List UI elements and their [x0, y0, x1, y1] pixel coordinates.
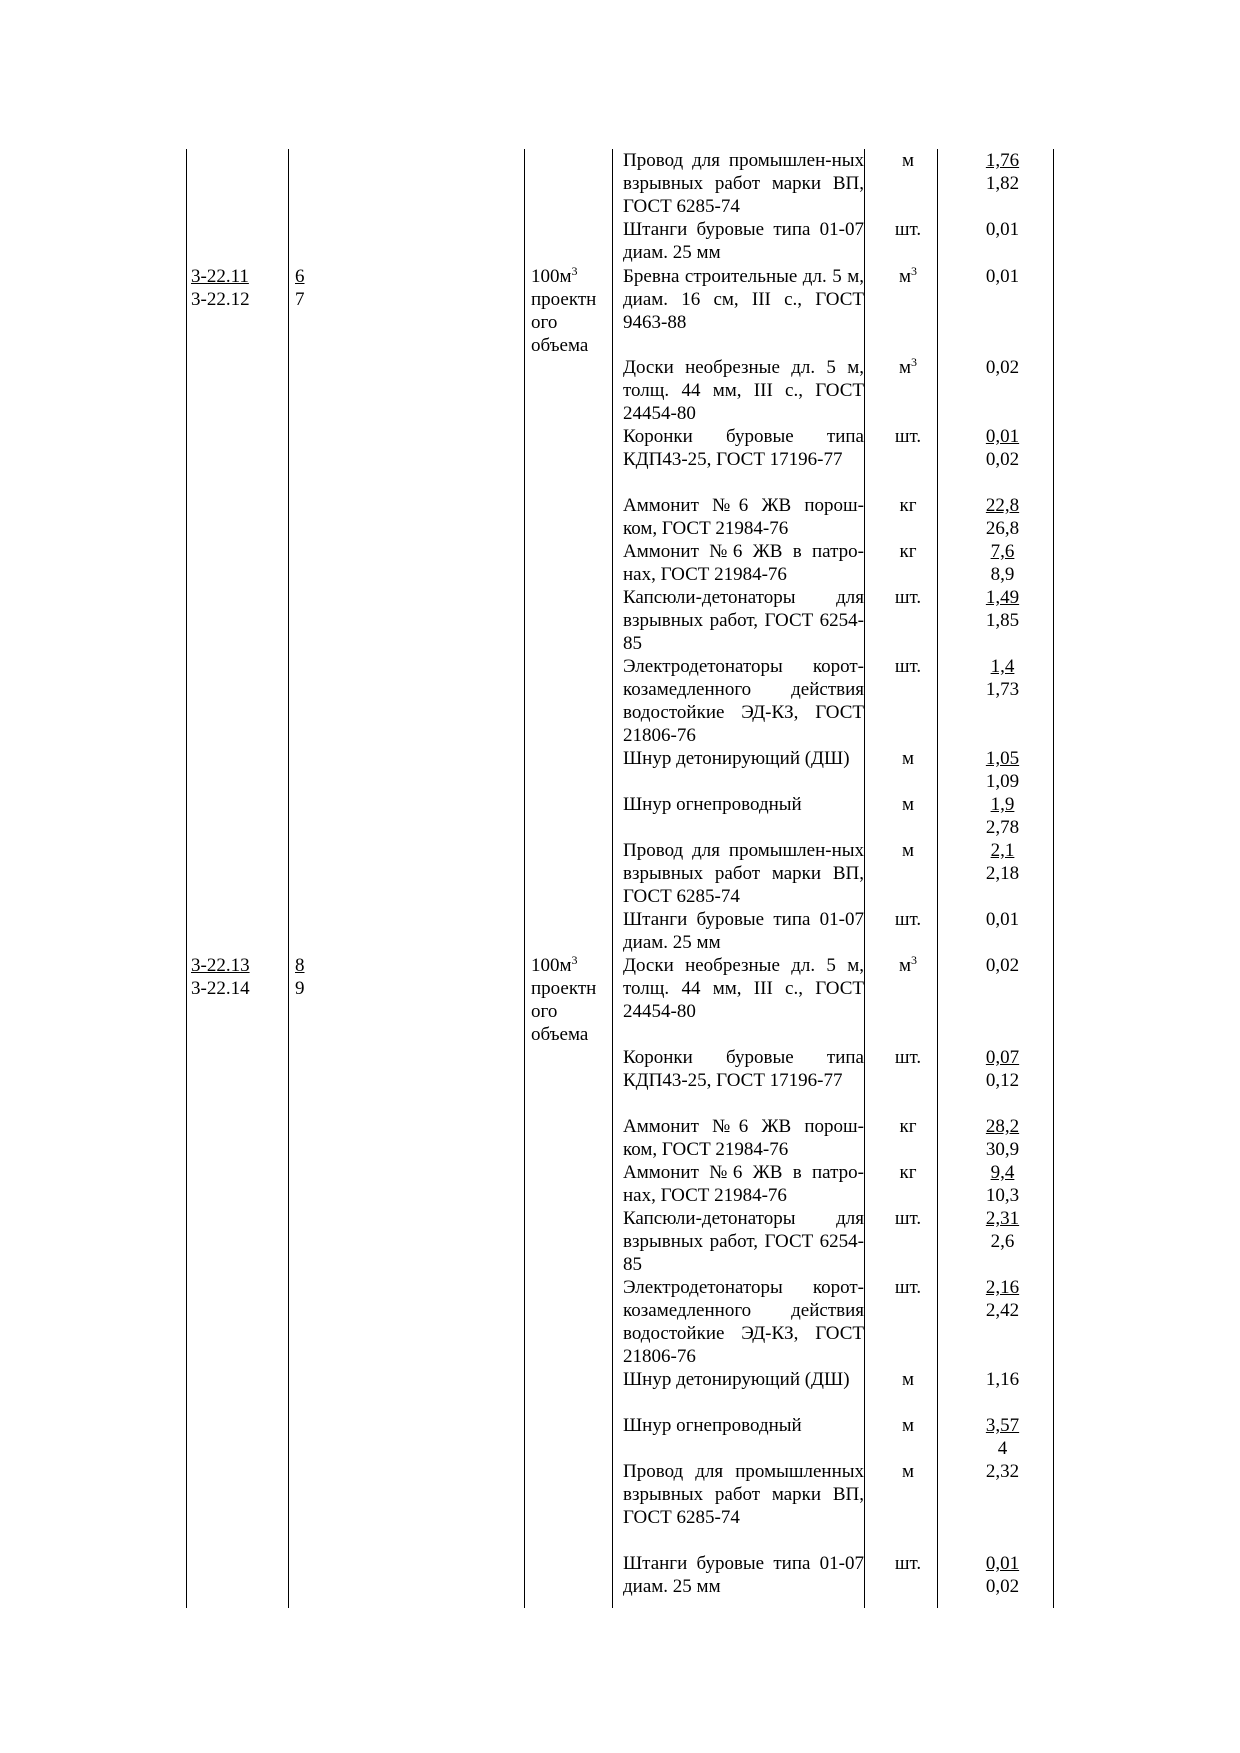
measure-unit-line: проектн: [531, 289, 597, 310]
material-consumption: [955, 586, 1050, 632]
material-name: Бревна строительные дл. 5 м, диам. 16 см, III с., ГОСТ 9463-88: [623, 266, 864, 333]
material-unit: кг: [899, 1116, 917, 1137]
material-consumption: [955, 908, 1050, 931]
consumption-value: 7,6: [990, 541, 1015, 562]
material-name: Коронки буровые типа КДП43-25, ГОСТ 17196-77: [623, 426, 864, 470]
measure-unit-line: ого: [531, 312, 558, 333]
consumption-value: 8,9: [990, 564, 1015, 585]
column-number: 9: [295, 978, 305, 999]
column-number: 6: [295, 266, 305, 287]
norm-code: 3-22.13: [191, 955, 250, 976]
consumption-value: 1,16: [985, 1369, 1020, 1390]
material-name: Провод для промышлен-ных взрывных работ марки ВП, ГОСТ 6285-74: [623, 840, 864, 907]
material-consumption: [955, 218, 1050, 241]
consumption-value: 1,9: [990, 794, 1015, 815]
consumption-value: 0,02: [985, 357, 1020, 378]
consumption-value: 0,01: [985, 266, 1020, 287]
material-name: Аммонит №6 ЖВ порош-ком, ГОСТ 21984-76: [623, 1116, 864, 1160]
consumption-value: 2,32: [985, 1461, 1020, 1482]
consumption-value: 10,3: [985, 1185, 1020, 1206]
material-consumption: [955, 494, 1050, 540]
material-consumption: [955, 265, 1050, 288]
material-unit: шт.: [894, 219, 922, 240]
group-1-numbers: [295, 265, 305, 311]
material-unit: $м^3$: [898, 355, 918, 378]
material-unit: $м^3$: [898, 264, 918, 287]
material-consumption: [955, 1046, 1050, 1092]
material-name: Штанги буровые типа 01-07 диам. 25 мм: [623, 1553, 864, 1597]
consumption-value: 2,18: [985, 863, 1020, 884]
consumption-value: 2,16: [985, 1277, 1020, 1298]
material-consumption: [955, 356, 1050, 379]
material-consumption: [955, 954, 1050, 977]
material-consumption: [955, 1414, 1050, 1460]
group-1-measure-unit: [531, 265, 611, 357]
consumption-value: 1,05: [985, 748, 1020, 769]
consumption-value: 0,02: [985, 1576, 1020, 1597]
material-name: Капсюли-детонаторы для взрывных работ, ГОСТ 6254-85: [623, 1208, 864, 1275]
consumption-value: 2,1: [990, 840, 1015, 861]
material-consumption: [955, 149, 1050, 195]
measure-unit-line: объема: [531, 1024, 589, 1045]
material-consumption: [955, 793, 1050, 839]
consumption-value: 2,31: [985, 1208, 1020, 1229]
consumption-value: 0,02: [985, 955, 1020, 976]
column-divider-2: [524, 149, 525, 1608]
material-unit: м: [901, 1415, 915, 1436]
material-unit: шт.: [894, 587, 922, 608]
material-name: Аммонит №6 ЖВ в патро-нах, ГОСТ 21984-76: [623, 541, 864, 585]
material-unit: $м^3$: [898, 953, 918, 976]
material-consumption: [955, 1368, 1050, 1391]
material-name: Шнур детонирующий (ДШ): [623, 1369, 850, 1390]
material-consumption: [955, 747, 1050, 793]
norm-code: 3-22.12: [191, 289, 250, 310]
material-unit: шт.: [894, 909, 922, 930]
consumption-value: 1,09: [985, 771, 1020, 792]
material-consumption: [955, 1552, 1050, 1598]
measure-unit-line: $100м^3$: [531, 953, 578, 976]
material-unit: м: [901, 150, 915, 171]
consumption-value: 2,42: [985, 1300, 1020, 1321]
consumption-value: 3,57: [985, 1415, 1020, 1436]
material-name: Штанги буровые типа 01-07 диам. 25 мм: [623, 219, 864, 263]
consumption-value: 0,02: [985, 449, 1020, 470]
material-name: Аммонит №6 ЖВ порош-ком, ГОСТ 21984-76: [623, 495, 864, 539]
material-name: Коронки буровые типа КДП43-25, ГОСТ 17196-77: [623, 1047, 864, 1091]
material-name: Шнур детонирующий (ДШ): [623, 748, 850, 769]
material-unit: шт.: [894, 1047, 922, 1068]
material-name: Провод для промышлен-ных взрывных работ марки ВП, ГОСТ 6285-74: [623, 150, 864, 217]
consumption-value: 9,4: [990, 1162, 1015, 1183]
material-unit: кг: [899, 495, 917, 516]
material-unit: шт.: [894, 1208, 922, 1229]
consumption-value: 1,4: [990, 656, 1015, 677]
material-consumption: [955, 1276, 1050, 1322]
material-unit: м: [901, 794, 915, 815]
consumption-value: 1,82: [985, 173, 1020, 194]
material-consumption: [955, 425, 1050, 471]
material-unit: м: [901, 1369, 915, 1390]
consumption-value: 30,9: [985, 1139, 1020, 1160]
consumption-value: 0,01: [985, 909, 1020, 930]
column-number: 8: [295, 955, 305, 976]
material-name: Электродетонаторы корот-козамедленного действия водостойкие ЭД-КЗ, ГОСТ 21806-76: [623, 1277, 864, 1367]
material-consumption: [955, 1460, 1050, 1483]
material-name: Провод для промышленных взрывных работ марки ВП, ГОСТ 6285-74: [623, 1461, 864, 1528]
material-consumption: [955, 839, 1050, 885]
material-name: Аммонит №6 ЖВ в патро-нах, ГОСТ 21984-76: [623, 1162, 864, 1206]
material-consumption: [955, 1115, 1050, 1161]
measure-unit-line: проектн: [531, 978, 597, 999]
column-divider-1: [288, 149, 289, 1608]
consumption-value: 4: [997, 1438, 1008, 1459]
consumption-value: 28,2: [985, 1116, 1020, 1137]
material-name: Шнур огнепроводный: [623, 1415, 802, 1436]
material-unit: шт.: [894, 656, 922, 677]
material-unit: кг: [899, 1162, 917, 1183]
consumption-value: 0,01: [985, 1553, 1020, 1574]
material-consumption: [955, 540, 1050, 586]
material-unit: шт.: [894, 426, 922, 447]
material-unit: м: [901, 748, 915, 769]
material-consumption: [955, 1161, 1050, 1207]
measure-unit-line: объема: [531, 335, 589, 356]
group-1-codes: [191, 265, 250, 311]
consumption-value: 0,12: [985, 1070, 1020, 1091]
consumption-value: 1,85: [985, 610, 1020, 631]
material-name: Электродетонаторы корот-козамедленного действия водостойкие ЭД-КЗ, ГОСТ 21806-76: [623, 656, 864, 746]
column-number: 7: [295, 289, 305, 310]
norm-code: 3-22.11: [191, 266, 249, 287]
consumption-value: 1,73: [985, 679, 1020, 700]
consumption-value: 0,07: [985, 1047, 1020, 1068]
material-name: Штанги буровые типа 01-07 диам. 25 мм: [623, 909, 864, 953]
table-border-right: [1053, 149, 1054, 1608]
material-unit: м: [901, 1461, 915, 1482]
consumption-value: 2,6: [990, 1231, 1015, 1252]
group-2-codes: [191, 954, 250, 1000]
table-border-left: [186, 149, 187, 1608]
measure-unit-line: $100м^3$: [531, 264, 578, 287]
column-divider-4: [864, 149, 865, 1608]
consumption-value: 0,01: [985, 219, 1020, 240]
material-name: Доски необрезные дл. 5 м, толщ. 44 мм, III с., ГОСТ 24454-80: [623, 955, 864, 1022]
group-2-numbers: [295, 954, 305, 1000]
material-name: Капсюли-детонаторы для взрывных работ, ГОСТ 6254-85: [623, 587, 864, 654]
group-2-measure-unit: [531, 954, 611, 1046]
material-unit: м: [901, 840, 915, 861]
consumption-value: 26,8: [985, 518, 1020, 539]
material-name: Шнур огнепроводный: [623, 794, 802, 815]
material-name: Доски необрезные дл. 5 м, толщ. 44 мм, III с., ГОСТ 24454-80: [623, 357, 864, 424]
consumption-value: 1,76: [985, 150, 1020, 171]
material-consumption: [955, 1207, 1050, 1253]
material-consumption: [955, 655, 1050, 701]
column-divider-3: [612, 149, 613, 1608]
consumption-value: 1,49: [985, 587, 1020, 608]
material-unit: шт.: [894, 1277, 922, 1298]
consumption-value: 2,78: [985, 817, 1020, 838]
consumption-value: 0,01: [985, 426, 1020, 447]
consumption-value: 22,8: [985, 495, 1020, 516]
measure-unit-line: ого: [531, 1001, 558, 1022]
norm-code: 3-22.14: [191, 978, 250, 999]
material-unit: шт.: [894, 1553, 922, 1574]
material-unit: кг: [899, 541, 917, 562]
